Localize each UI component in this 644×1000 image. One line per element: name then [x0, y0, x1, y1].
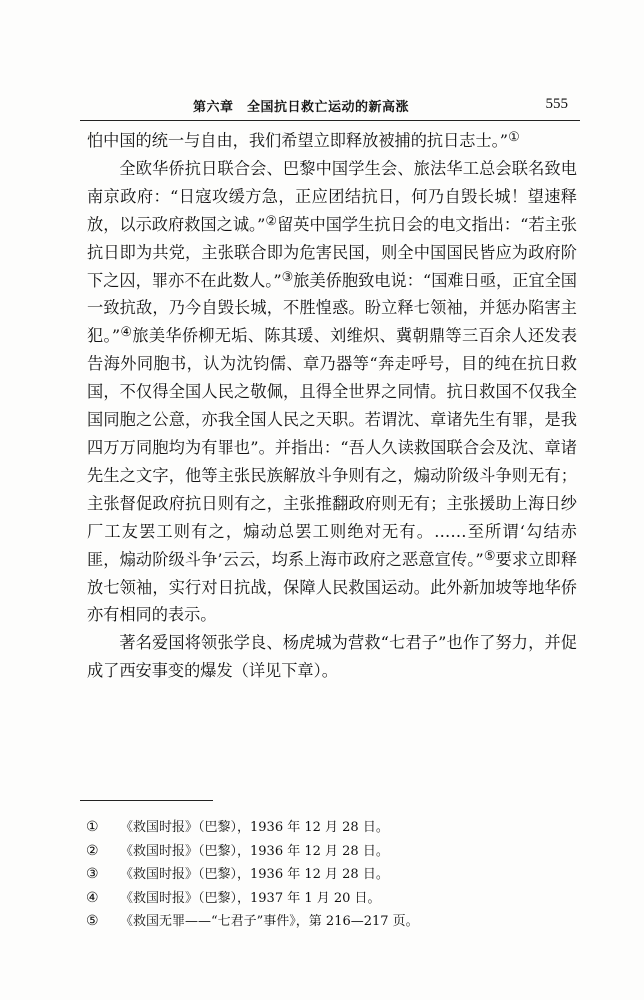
- footnote-mark: ①: [86, 819, 99, 835]
- footnote: [86, 910, 556, 934]
- main-text: [87, 127, 577, 685]
- footnotes: [86, 816, 556, 934]
- footnote-text: 《救国无罪——“七君子”事件》，第 216—217 页。: [120, 914, 419, 929]
- paragraph-continued: [87, 127, 577, 155]
- sentence-europe: 全欧华侨抗日联合会、巴黎中国学生会、旅法华工总会联名致电南京政府：“日寇攻缓方急，正应团结抗日，何乃自毁长城！望速释放，以示政府救国之诚。”: [87, 158, 577, 234]
- footnote-mark: ⑤: [86, 913, 99, 929]
- footnote-ref-3: ③: [281, 269, 294, 285]
- sentence-demands: 要求立即释放七领袖，实行对日抗战，保障人民救国运动。此外新加坡等地华侨亦有相同的表示。: [87, 549, 578, 625]
- footnote-mark: ②: [86, 842, 99, 859]
- header-rule: [80, 120, 580, 121]
- footnote-mark: ③: [86, 866, 99, 882]
- paragraph-xian-incident: [87, 629, 577, 685]
- paragraph-overseas-protests: [87, 155, 577, 629]
- sentence-britain: 留英中国学生抗日会的电文指出：“若主张抗日即为共党，主张联合即为危害民国，则全中国国民皆应为政府阶下之囚，罪亦不在此数人。”: [87, 214, 577, 290]
- sentence-america: 旅美侨胞致电说：“国难日亟，正宜全国一致抗敌，乃今自毁长城，不胜惶惑。盼立释七领袖，并惩办陷害主犯。”: [87, 270, 577, 346]
- footnote-text: 《救国时报》（巴黎），1937 年 1 月 20 日。: [120, 890, 381, 906]
- footnote: [86, 863, 556, 887]
- footnote: [86, 840, 556, 864]
- sentence-open-letter: 旅美华侨柳无垢、陈其瑗、刘维炽、冀朝鼎等三百余人还发表告海外同胞书，认为沈钧儒、章乃器等“奔走呼号，目的纯在抗日救国，不仅得全国人民之敬佩，且得全世界之同情。抗日救国不仅我全国同胞之公意，亦我全国人民之天职。若谓沈、章诸先生有罪，是我四万万同胞均为有罪也”。并指出：“吾人久读救国联合会及沈、章诸先生之文字，他等主张民族解放斗争则有之，煽动阶级斗争则无有；主张督促政府抗日则有之，主张推翻政府则无有；主张援助上海日纱厂工友罢工则有之，煽动总罢工则绝对无有。……至所谓‘勾结赤匪，煽动阶级斗争’云云，均系上海市政府之恶意宣传。”: [87, 326, 578, 569]
- chapter-title: 第六章 全国抗日救亡运动的新高涨: [192, 100, 409, 115]
- footnote: [86, 816, 556, 840]
- paragraph-text: 怕中国的统一与自由，我们希望立即释放被捕的抗日志士。”: [87, 131, 509, 150]
- footnote-text: 《救国时报》（巴黎），1936 年 12 月 28 日。: [120, 820, 389, 835]
- footnote-text: 《救国时报》（巴黎），1936 年 12 月 28 日。: [120, 843, 389, 859]
- footnote-mark: ④: [86, 889, 99, 906]
- page-number: 555: [545, 96, 568, 112]
- footnote: [86, 887, 556, 911]
- running-head: [80, 96, 580, 118]
- footnote-text: 《救国时报》（巴黎），1936 年 12 月 28 日。: [120, 867, 389, 882]
- footnote-ref-4: ④: [120, 325, 133, 341]
- footnote-rule: [80, 800, 213, 801]
- footnote-ref-2: ②: [265, 213, 278, 229]
- paragraph-text: 著名爱国将领张学良、杨虎城为营救“七君子”也作了努力，并促成了西安事变的爆发（详见下章）。: [87, 633, 577, 681]
- footnote-ref-5: ⑤: [483, 548, 496, 564]
- footnote-ref-1: ①: [508, 130, 520, 145]
